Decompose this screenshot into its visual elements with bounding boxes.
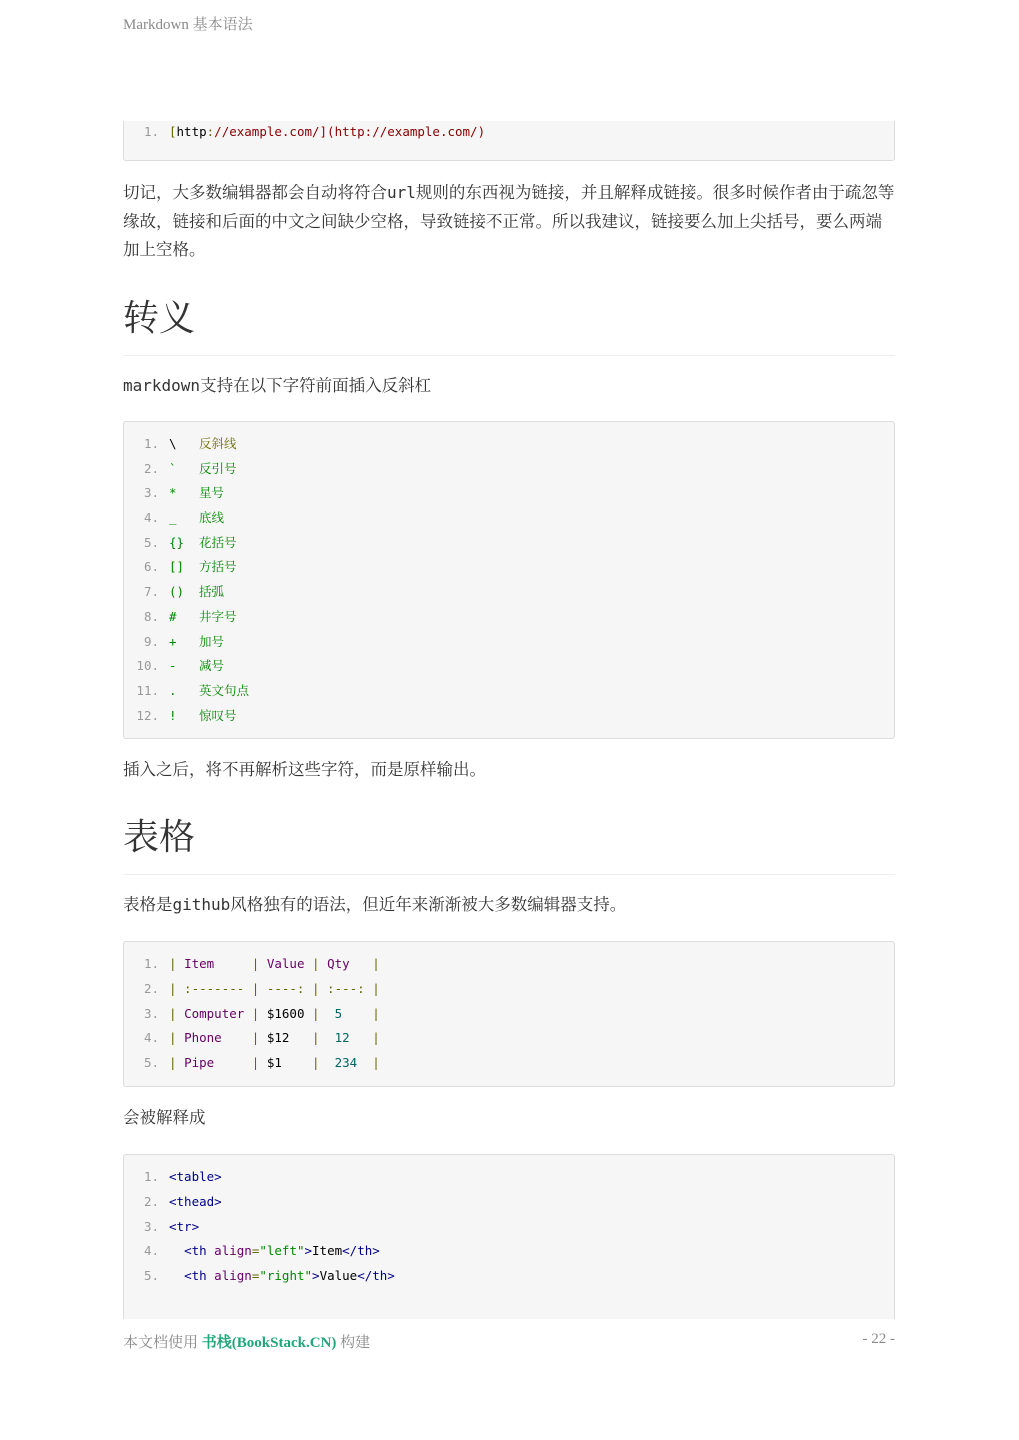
- code-token: |: [169, 1005, 185, 1021]
- escape-intro-text: 支持在以下字符前面插入反斜杠: [200, 375, 432, 395]
- code-text: [169, 1165, 222, 1190]
- code-token: |: [169, 1055, 185, 1070]
- code-line: [124, 555, 894, 580]
- code-token: </th>: [357, 1267, 395, 1283]
- line-number: 5.: [143, 1055, 159, 1070]
- link-note-text: 切记，大多数编辑器都会自动将符合: [123, 183, 387, 202]
- code-token: | :------- | ----: | :---: |: [169, 980, 380, 996]
- link-note-code: url: [387, 183, 416, 202]
- parsed-as-paragraph: 会被解释成: [123, 1107, 206, 1127]
- table-intro-code: github: [172, 894, 231, 914]
- code-token: >: [312, 1267, 320, 1283]
- code-line: [124, 977, 894, 1002]
- code-token: |: [169, 1030, 185, 1046]
- footer-text-rest: 构建: [336, 1335, 371, 1351]
- document-content: [123, 121, 895, 1319]
- table-intro-paragraph: [123, 891, 895, 920]
- code-token: </th>: [342, 1243, 380, 1259]
- page-header-title: Markdown 基本语法: [123, 17, 253, 33]
- footer-text: 本文档使用: [123, 1335, 202, 1351]
- code-line: [124, 704, 894, 729]
- line-number: 1.: [143, 1169, 159, 1185]
- code-text: [169, 1026, 380, 1051]
- code-token: 12: [334, 1030, 373, 1046]
- code-token: "left": [259, 1243, 305, 1259]
- line-number: 9.: [143, 633, 159, 649]
- escape-description: 减号: [199, 658, 225, 674]
- code-text: [169, 1051, 380, 1076]
- line-number: 5.: [143, 534, 159, 550]
- code-token: 234: [334, 1055, 373, 1070]
- code-token: |: [312, 956, 328, 972]
- escape-symbol: -: [169, 658, 177, 674]
- link-note-paragraph: [123, 179, 895, 265]
- code-token: =: [251, 1243, 260, 1259]
- code-line: [124, 1026, 894, 1051]
- code-text: [169, 952, 380, 977]
- code-line: [124, 630, 894, 655]
- table-intro-text: 表格是: [123, 894, 173, 914]
- code-token: |: [251, 1005, 267, 1021]
- escape-symbol: []: [169, 559, 185, 575]
- escape-symbol: +: [169, 633, 177, 649]
- code-token: $1600: [266, 1005, 313, 1021]
- code-line: [124, 1165, 894, 1190]
- code-line: [124, 1051, 894, 1076]
- code-text: [169, 1002, 380, 1027]
- code-line: [124, 481, 894, 506]
- escape-description: 反斜线: [199, 436, 237, 451]
- code-text: [169, 1264, 395, 1289]
- line-number: 1.: [143, 436, 159, 451]
- table-intro-text-rest: 风格独有的语法，但近年来渐渐被大多数编辑器支持。: [230, 894, 627, 914]
- escape-symbol: {}: [169, 534, 185, 550]
- line-number: 2.: [143, 460, 159, 476]
- escape-intro-code: markdown: [123, 375, 201, 395]
- code-line: [124, 457, 894, 482]
- code-token: Item: [312, 1243, 343, 1259]
- code-token: Phone: [184, 1030, 252, 1046]
- code-line: [124, 506, 894, 531]
- escape-symbol: (): [169, 584, 185, 600]
- escape-symbol: !: [169, 707, 177, 723]
- line-number: 7.: [143, 584, 159, 600]
- code-line: [124, 1215, 894, 1240]
- escape-symbol: .: [169, 682, 177, 698]
- link-code-block: [123, 121, 895, 161]
- table-code-block: [123, 941, 895, 1086]
- footer-brand-link[interactable]: 书栈(BookStack.CN): [201, 1335, 337, 1351]
- code-token: |: [372, 1055, 380, 1070]
- code-token: <thead>: [169, 1193, 222, 1209]
- escape-description: 底线: [199, 510, 225, 526]
- code-token: $1: [266, 1055, 313, 1070]
- line-number: 4.: [143, 1030, 159, 1046]
- escape-description: 括弧: [199, 584, 225, 600]
- line-number: 12.: [136, 707, 159, 723]
- code-token: |: [312, 1030, 335, 1046]
- code-token: |: [312, 1055, 335, 1070]
- code-line: [124, 679, 894, 704]
- code-token: $12: [266, 1030, 313, 1046]
- code-token: <tr>: [169, 1218, 200, 1234]
- code-token: <th: [184, 1267, 207, 1283]
- code-token: Item: [184, 956, 252, 972]
- code-token: |: [372, 956, 380, 972]
- code-token: >: [304, 1243, 313, 1259]
- line-number: 8.: [143, 608, 159, 624]
- code-token: http: [176, 124, 207, 139]
- line-number: 1.: [143, 124, 159, 139]
- code-token: |: [251, 1055, 267, 1070]
- escape-description: 井字号: [199, 608, 237, 624]
- escape-heading: 转义: [123, 297, 895, 356]
- code-token: 5: [334, 1005, 373, 1021]
- line-number: 5.: [143, 1267, 159, 1283]
- link-note-text-rest: 规则的东西视为链接，并且解释成链接。很多时候作者由于疏忽等缘故，链接和后面的中文之间缺少空格，导致链接不正常。所以我建议，链接要么加上尖括号，要么两端加上空格。: [123, 183, 895, 259]
- code-token: align: [214, 1267, 252, 1283]
- code-token: align: [214, 1243, 252, 1259]
- line-number: 4.: [143, 510, 159, 526]
- line-number: 3.: [143, 485, 159, 501]
- code-token: "right": [259, 1267, 313, 1283]
- escape-symbol: _: [169, 510, 177, 526]
- escape-symbol: \: [169, 436, 177, 451]
- line-number: 2.: [143, 980, 159, 996]
- code-token: <th: [184, 1243, 207, 1259]
- code-line: [124, 432, 894, 457]
- code-line: [124, 654, 894, 679]
- line-number: 4.: [143, 1243, 159, 1259]
- code-token: |: [312, 1005, 335, 1021]
- code-text: [169, 977, 380, 1002]
- line-number: 3.: [143, 1005, 159, 1021]
- escape-code-block: [123, 421, 895, 739]
- page-footer: [123, 1331, 895, 1352]
- code-line: [124, 121, 894, 143]
- code-token: Value: [319, 1267, 358, 1283]
- escape-description: 英文句点: [199, 682, 250, 698]
- escape-symbol: `: [169, 460, 177, 476]
- code-text: [169, 121, 485, 143]
- code-token: =: [251, 1267, 260, 1283]
- code-line: [124, 1190, 894, 1215]
- code-token: [169, 1243, 184, 1258]
- code-token: //example.com/](http://example.com/): [214, 124, 486, 139]
- escape-description: 惊叹号: [199, 707, 237, 723]
- html-code-block: [123, 1154, 895, 1319]
- line-number: 10.: [136, 658, 159, 674]
- code-token: Pipe: [184, 1055, 252, 1070]
- escape-intro-paragraph: [123, 372, 895, 401]
- escape-description: 反引号: [199, 460, 237, 476]
- code-token: Value: [266, 956, 313, 972]
- code-token: [169, 1268, 184, 1283]
- escape-description: 花括号: [199, 534, 237, 550]
- code-token: <table>: [169, 1169, 222, 1185]
- code-line: [124, 531, 894, 556]
- line-number: 6.: [143, 559, 159, 575]
- code-token: Computer: [184, 1005, 252, 1021]
- escape-description: 加号: [199, 633, 225, 649]
- code-token: :: [206, 124, 215, 139]
- code-line: [124, 1239, 894, 1264]
- code-line: [124, 952, 894, 977]
- escape-after-paragraph: 插入之后，将不再解析这些字符，而是原样输出。: [123, 760, 486, 780]
- code-text: [169, 1215, 199, 1240]
- code-line: [124, 605, 894, 630]
- line-number: 3.: [143, 1218, 159, 1234]
- code-line: [124, 1264, 894, 1289]
- escape-description: 方括号: [199, 559, 237, 575]
- code-token: |: [372, 1030, 380, 1046]
- code-token: [: [169, 124, 177, 139]
- code-line: [124, 1002, 894, 1027]
- code-token: |: [372, 1005, 380, 1021]
- code-text: [169, 1239, 380, 1264]
- code-text: [169, 1190, 222, 1215]
- line-number: 1.: [143, 956, 159, 972]
- line-number: 2.: [143, 1193, 159, 1209]
- line-number: 11.: [136, 682, 159, 698]
- code-token: |: [251, 956, 267, 972]
- table-heading: 表格: [123, 816, 895, 875]
- code-token: |: [251, 1030, 267, 1046]
- escape-description: 星号: [199, 485, 225, 501]
- page-number: - 22 -: [862, 1331, 895, 1347]
- code-token: |: [169, 956, 185, 972]
- code-line: [124, 580, 894, 605]
- escape-symbol: *: [169, 485, 177, 501]
- escape-symbol: #: [169, 608, 177, 624]
- code-token: Qty: [327, 956, 373, 972]
